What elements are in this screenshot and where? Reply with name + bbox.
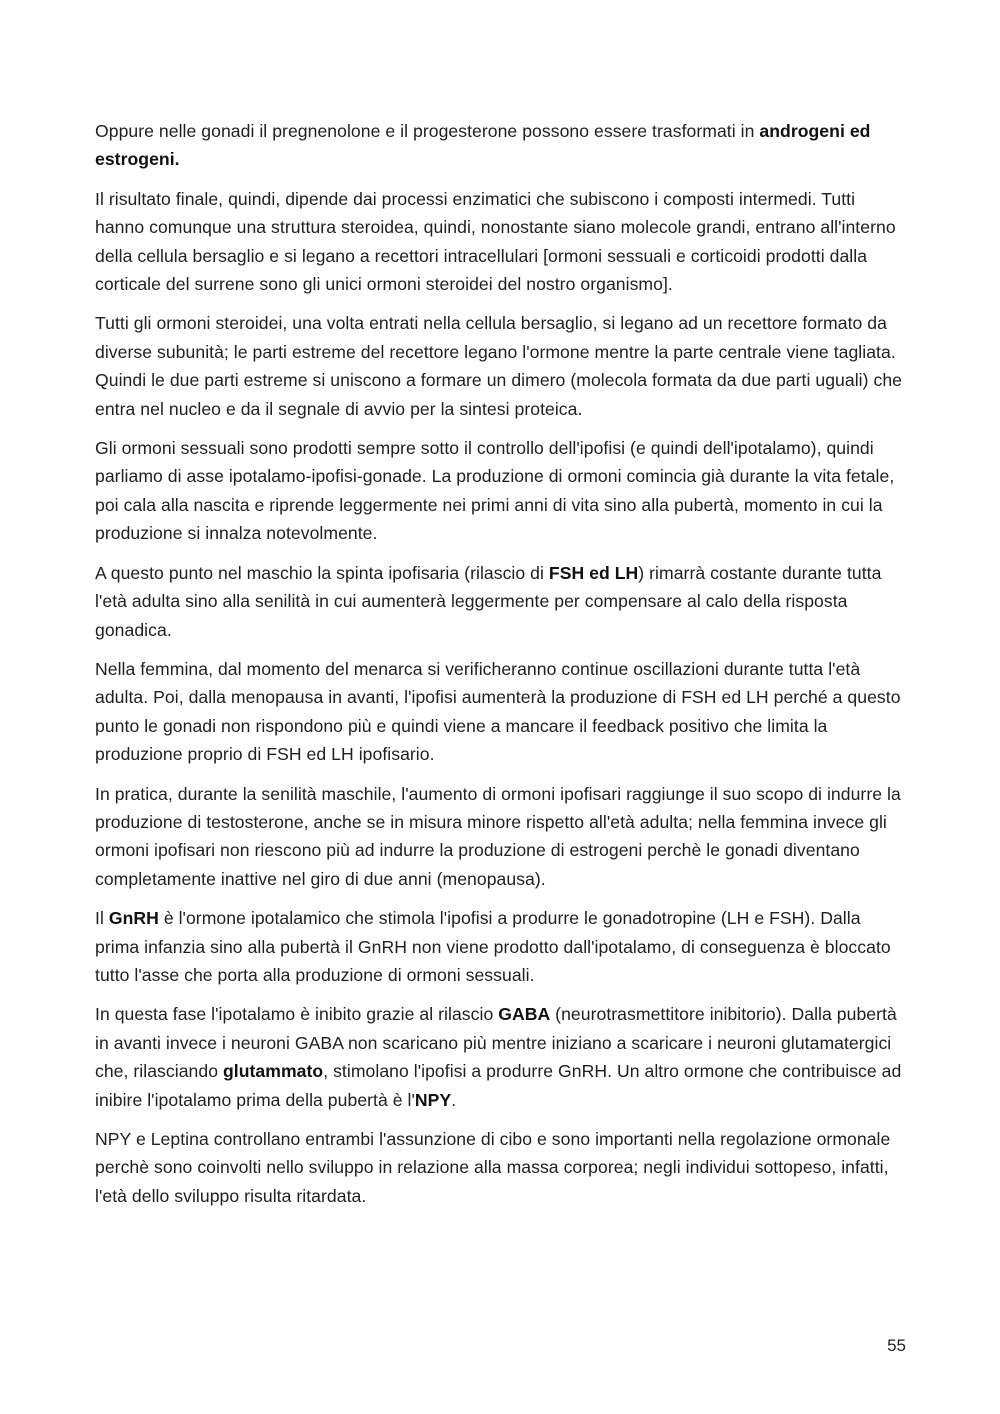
text-run: , stimolano l'ipofisi a produrre GnRH. Un altro ormone che contribuisce ad inibire l'ipotalamo prima della pubertà è l' [95,1061,902,1110]
paragraph [95,655,907,769]
paragraph [95,559,907,644]
bold-text-run: NPY [414,1089,452,1110]
text-run: . [451,1089,457,1110]
text-run: ) rimarrà costante durante tutta l'età adulta sino alla senilità in cui aumenterà leggermente per compensare al calo della risposta gonadica. [95,562,882,640]
text-run: è l'ormone ipotalamico che stimola l'ipofisi a produrre le gonadotropine (LH e FSH). Dalla prima infanzia sino alla pubertà il GnRH non viene prodotto dall'ipotalamo, di conseguenza è bloccato tutto l'asse che porta alla produzione di ormoni sessuali. [95,908,891,985]
paragraph [95,904,907,989]
text-run: (neurotrasmettitore inibitorio). Dalla pubertà in avanti invece i neuroni GABA non scaricano più mentre iniziano a scaricare i neuroni glutamatergici che, rilasciando [95,1004,897,1082]
paragraph [95,1125,907,1210]
text-run: In pratica, durante la senilità maschile, l'aumento di ormoni ipofisari raggiunge il suo scopo di indurre la produzione di testosterone, anche se in misura minore rispetto all'età adulta; nella femmina invece gli ormoni ipofisari non riescono più ad indurre la produzione di estrogeni perchè le gonadi diventano completamente inattive nel giro di due anni (menopausa). [95,783,901,889]
paragraph [95,780,907,894]
bold-text-run: androgeni ed estrogeni. [95,121,871,170]
page-number: 55 [887,1336,906,1355]
text-run: Nella femmina, dal momento del menarca si verificheranno continue oscillazioni durante tutta l'età adulta. Poi, dalla menopausa in avanti, l'ipofisi aumenterà la produzione di FSH ed LH perché a questo punto le gonadi non rispondono più e quindi viene a mancare il feedback positivo che limita la produzione proprio di FSH ed LH ipofisario. [95,658,901,765]
paragraph [95,434,907,548]
text-run: Il risultato finale, quindi, dipende dai processi enzimatici che subiscono i composti intermedi. Tutti hanno comunque una struttura steroidea, quindi, nonostante siano molecole grandi, entrano all'interno della cellula bersaglio e si legano a recettori intracellulari [ormoni sessuali e corticoidi prodotti dalla corticale del surrene sono gli unici ormoni steroidei del nostro organismo]. [95,188,896,295]
text-run: A questo punto nel maschio la spinta ipofisaria (rilascio di [95,562,549,583]
bold-text-run: FSH ed LH [548,562,639,583]
bold-text-run: glutammato [222,1061,324,1082]
text-run: Oppure nelle gonadi il pregnenolone e il progesterone possono essere trasformati in [95,121,760,141]
paragraph [95,185,907,299]
paragraph [95,117,907,174]
text-run: Il [95,908,109,929]
bold-text-run: GnRH [108,908,159,929]
text-run: In questa fase l'ipotalamo è inibito grazie al rilascio [95,1004,499,1025]
paragraph [95,1000,907,1114]
text-run: Gli ormoni sessuali sono prodotti sempre sotto il controllo dell'ipofisi (e quindi dell'ipotalamo), quindi parliamo di asse ipotalamo-ipofisi-gonade. La produzione di ormoni comincia già durante la vita fetale, poi cala alla nascita e riprende leggermente nei primi anni di vita sino alla pubertà, momento in cui la produzione si innalza notevolmente. [95,438,895,544]
paragraph [95,309,907,423]
text-run: Tutti gli ormoni steroidei, una volta entrati nella cellula bersaglio, si legano ad un recettore formato da diverse subunità; le parti estreme del recettore legano l'ormone mentre la parte centrale viene tagliata. Quindi le due parti estreme si uniscono a formare un dimero (molecola formata da due parti uguali) che entra nel nucleo e da il segnale di avvio per la sintesi proteica. [95,313,903,419]
document-page [95,117,907,1221]
bold-text-run: GABA [498,1004,551,1025]
text-run: NPY e Leptina controllano entrambi l'assunzione di cibo e sono importanti nella regolazione ormonale perchè sono coinvolti nello sviluppo in relazione alla massa corporea; negli individui sottopeso, infatti, l'età dello sviluppo risulta ritardata. [95,1129,891,1206]
